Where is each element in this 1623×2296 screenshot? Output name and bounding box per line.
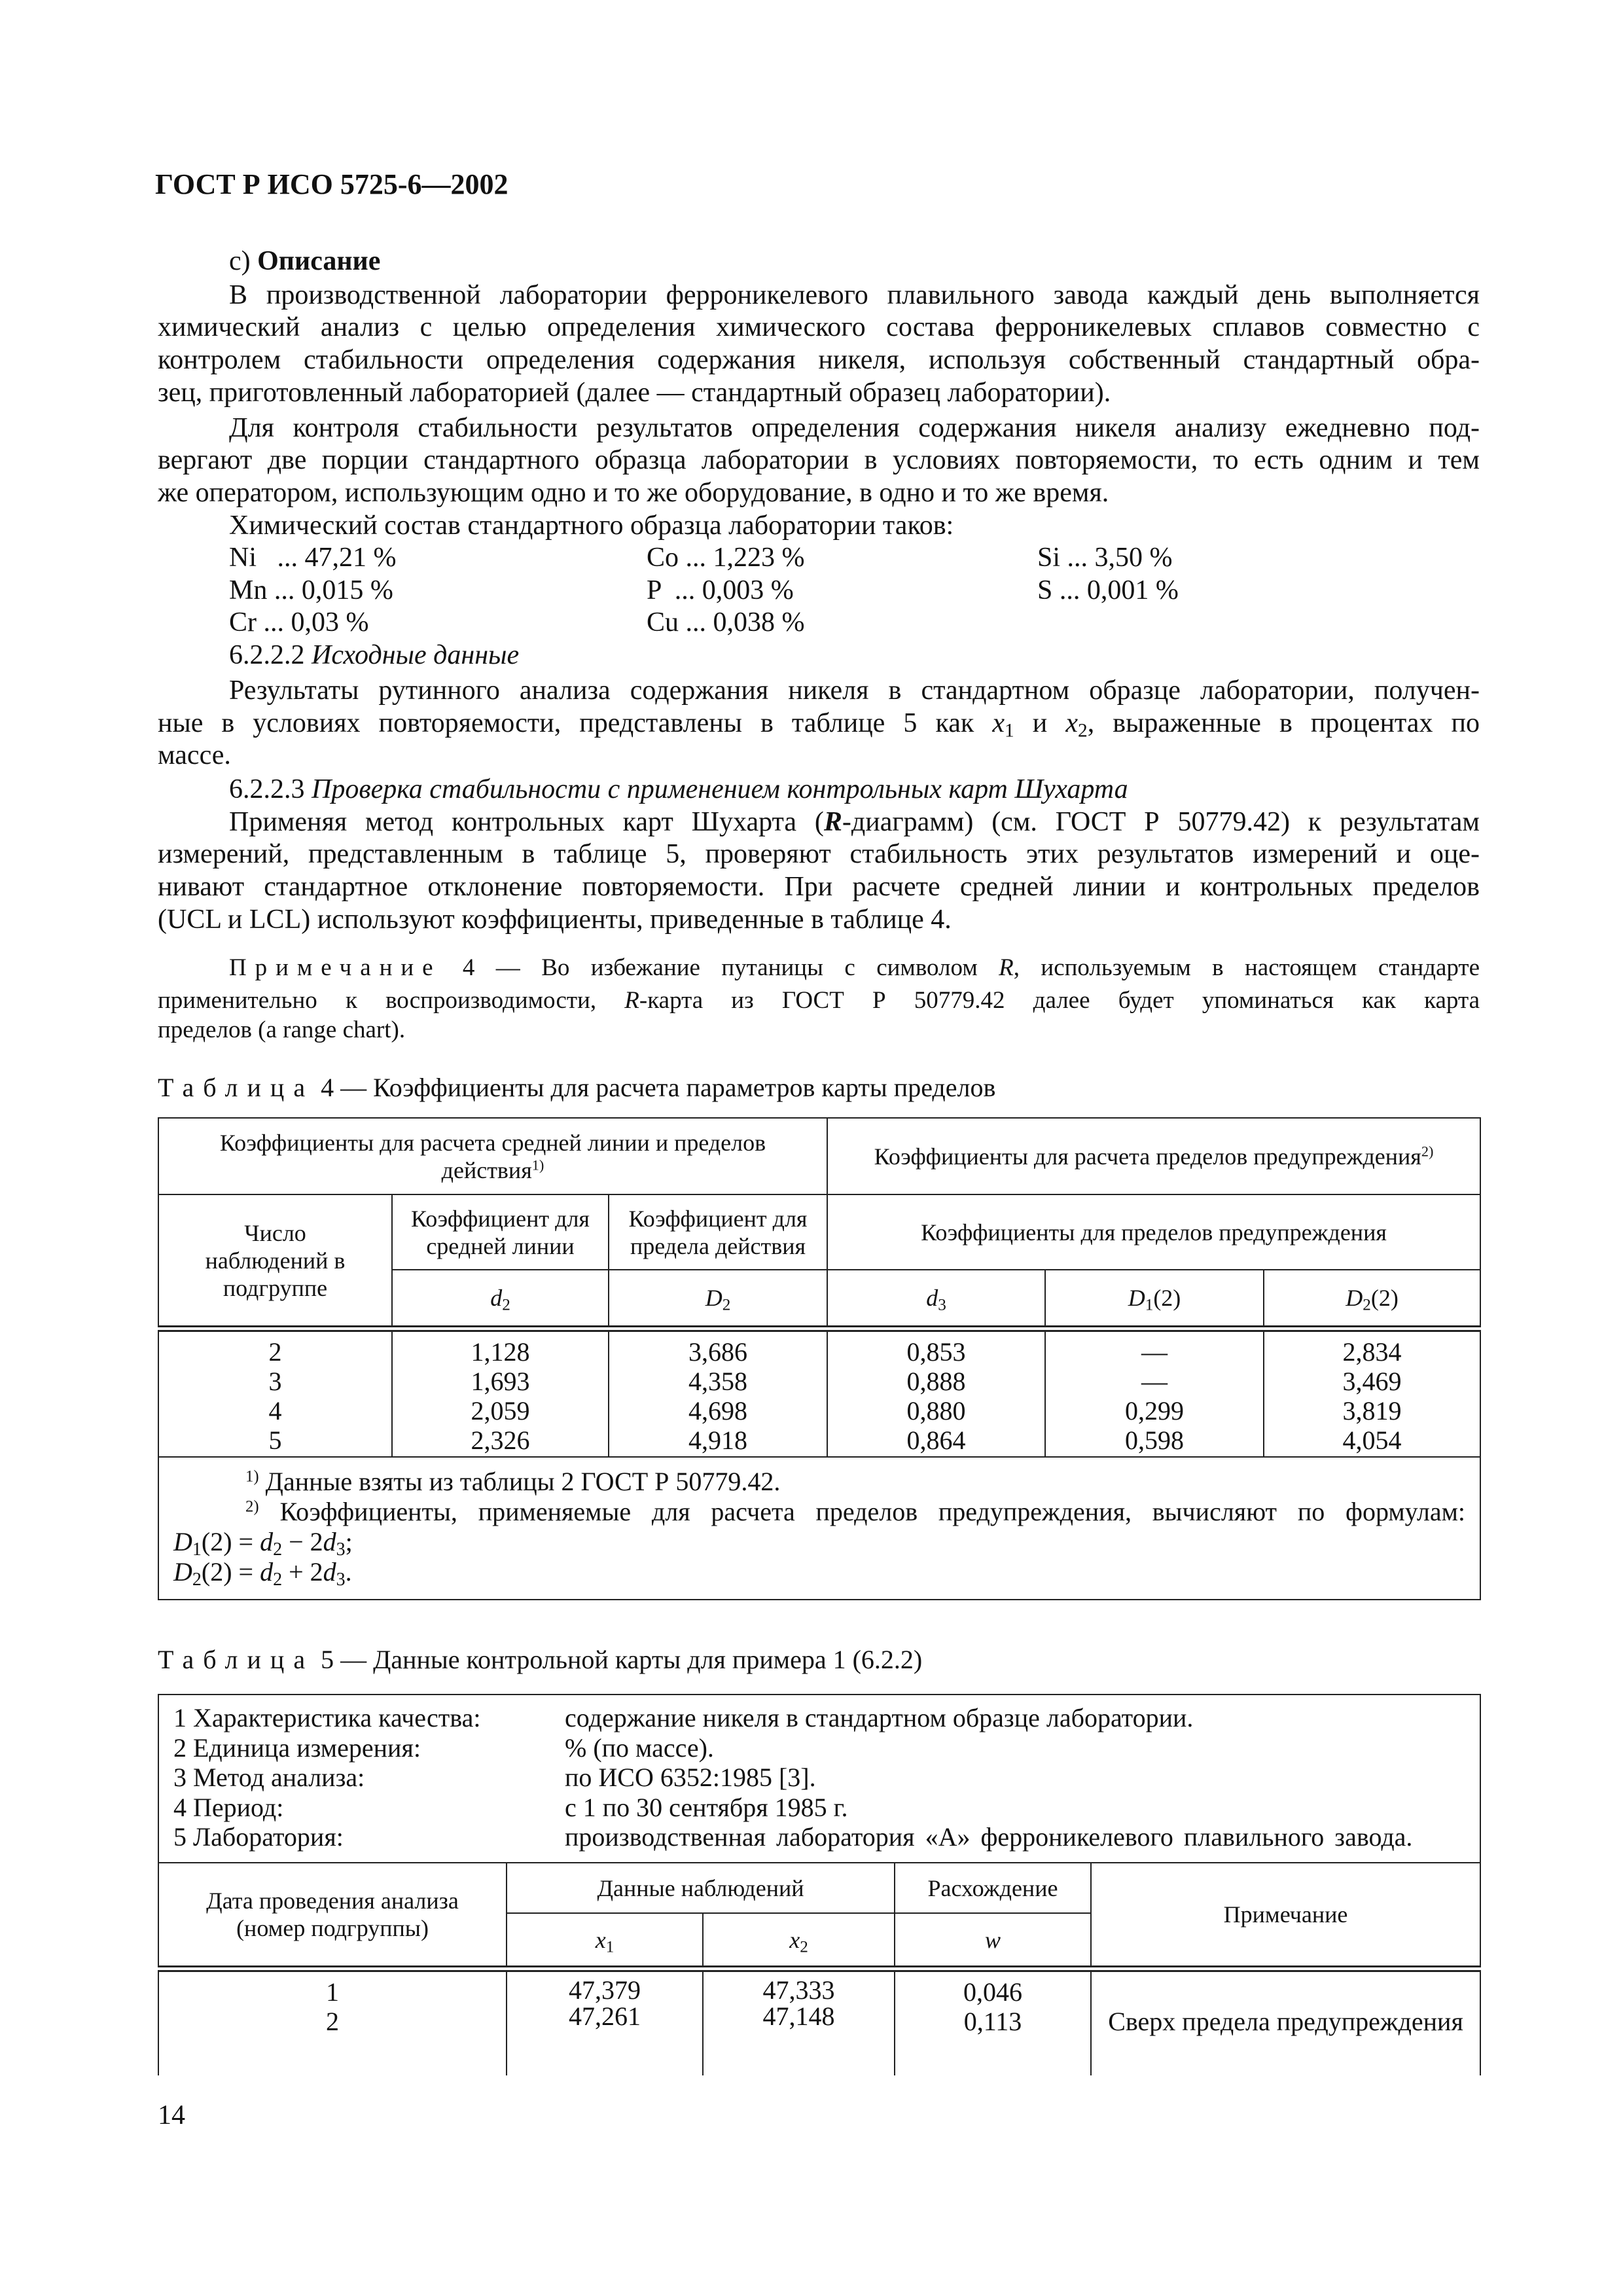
var-x: x xyxy=(992,708,1005,738)
sym: (2) xyxy=(1153,1285,1181,1311)
footnote-text: Коэффициенты, применяемые для расчета пределов предупреждения, вычисляют по формулам: xyxy=(259,1497,1466,1526)
sym: d xyxy=(490,1285,503,1311)
table5-col-obs: Данные наблюдений xyxy=(507,1863,895,1913)
para2-line: вергают две порции стандартного образца лаборатории в условиях повторяемости, то есть одним и тем xyxy=(158,445,1480,475)
text: Применяя метод контрольных карт Шухарта ( xyxy=(229,807,824,837)
composition-p: P ... 0,003 % xyxy=(647,575,794,605)
sym: D xyxy=(1128,1285,1145,1311)
document-header: ГОСТ Р ИСО 5725-6—2002 xyxy=(155,168,508,200)
section-c-heading xyxy=(229,245,1551,278)
header-text: Коэффициенты для расчета пределов предупреждения xyxy=(874,1143,1421,1170)
info-row: 4 Период: с 1 по 30 сентября 1985 г. xyxy=(173,1792,848,1822)
table5-note-values xyxy=(1091,1969,1480,2075)
table5-col-date: Дата проведения анализа (номер подгруппы) xyxy=(158,1863,507,1969)
table5-info xyxy=(158,1695,1480,1863)
footnote-mark: 2) xyxy=(1421,1143,1434,1160)
info-row: 2 Единица измерения: % (по массе). xyxy=(173,1732,714,1763)
table4-d2-values: 1,128 1,693 2,059 2,326 xyxy=(392,1329,609,1457)
sub: 2 xyxy=(722,1296,731,1314)
table4-sym-D2 xyxy=(609,1270,827,1329)
table5 xyxy=(158,1694,1481,2075)
caption-label: Таблица xyxy=(158,1073,315,1102)
footnote-1 xyxy=(173,1467,1465,1497)
para1-line: химический анализ с целью определения химического состава ферроникелевых сплавов совместно с xyxy=(158,312,1480,342)
table4-col-action: Коэффициент для предела действия xyxy=(609,1194,827,1270)
table5-sym-w: w xyxy=(895,1913,1091,1969)
text: и xyxy=(1014,708,1066,738)
para4-line: измерений, представленным в таблице 5, проверяют стабильность этих результатов измерений и оце- xyxy=(158,839,1480,869)
table5-x2-values: 47,333 47,148 xyxy=(703,1969,895,2075)
composition-co: Co ... 1,223 % xyxy=(647,543,805,573)
section-6223-heading xyxy=(229,773,1551,806)
section-title: Проверка стабильности с применением контрольных карт Шухарта xyxy=(312,774,1128,804)
sub: 2 xyxy=(502,1296,510,1314)
info-row: 5 Лаборатория: производственная лаборатория «А» ферроникелевого плавильного завода. xyxy=(173,1822,1413,1852)
para4-line: (UCL и LCL) используют коэффициенты, приведенные в таблице 4. xyxy=(158,905,952,935)
header-text: Коэффициенты для расчета средней линии и пределов действия xyxy=(219,1129,766,1183)
info-row: 3 Метод анализа: по ИСО 6352:1985 [3]. xyxy=(173,1763,816,1792)
text: , выраженные в процентах по xyxy=(1087,708,1480,738)
table4-sym-d3 xyxy=(827,1270,1045,1329)
var-r: R xyxy=(823,807,842,837)
table5-date-values: 1 2 xyxy=(158,1969,507,2075)
para3-line: массе. xyxy=(158,740,231,770)
text: ные в условиях повторяемости, представлены в таблице 5 как xyxy=(158,708,993,738)
composition-intro: Химический состав стандартного образца лаборатории таков: xyxy=(229,511,954,541)
composition-cr: Cr ... 0,03 % xyxy=(229,607,369,637)
table5-sym-x1: $x_1$ xyxy=(507,1913,703,1969)
section-number: 6.2.2.2 xyxy=(229,640,312,670)
para4-line: нивают стандартное отклонение повторяемости. При расчете средней линии и контрольных пределов xyxy=(158,872,1480,902)
table4-d3-values: 0,853 0,888 0,880 0,864 xyxy=(827,1329,1045,1457)
table5-sym-x2: $x_2$ xyxy=(703,1913,895,1969)
subscript: 2 xyxy=(1078,720,1088,742)
sym: d xyxy=(926,1285,938,1311)
var-x: x xyxy=(1065,708,1078,738)
table4-sym-d2 xyxy=(392,1270,609,1329)
table4-footnotes xyxy=(158,1457,1480,1600)
page-number: 14 xyxy=(158,2100,185,2130)
subscript: 1 xyxy=(1005,720,1014,742)
note4-line xyxy=(158,986,1480,1016)
note4-line xyxy=(229,953,1480,983)
table4-data xyxy=(158,1329,1480,1457)
table4-D1-2-values: — — 0,299 0,598 xyxy=(1045,1329,1264,1457)
para3-line xyxy=(158,707,1480,740)
table5-x1-values: 47,379 47,261 xyxy=(507,1969,703,2075)
note4-line: пределов (a range chart). xyxy=(158,1016,406,1043)
table5-data xyxy=(158,1969,1480,2075)
sub: 3 xyxy=(938,1296,946,1314)
sym: D xyxy=(1346,1285,1363,1311)
table5-col-note: Примечание xyxy=(1091,1863,1480,1969)
composition-si: Si ... 3,50 % xyxy=(1037,543,1173,573)
formula-d2: $D_2(2) = d_2 + 2d_3$. xyxy=(173,1557,352,1590)
composition-cu: Cu ... 0,038 % xyxy=(647,607,805,637)
table4-col-mid: Коэффициент для средней линии xyxy=(392,1194,609,1270)
section-c-prefix: с) xyxy=(229,246,258,276)
footnote-2 xyxy=(173,1497,1465,1527)
footnote-mark: 1) xyxy=(245,1467,259,1486)
section-6222-heading xyxy=(229,639,1551,672)
sym: D xyxy=(705,1285,722,1311)
var-r: R xyxy=(999,954,1014,981)
text: -карта из ГОСТ Р 50779.42 далее будет упоминаться как карта xyxy=(639,987,1480,1014)
caption-text: 4 — Коэффициенты для расчета параметров карты пределов xyxy=(314,1073,996,1102)
table4-group1-header xyxy=(158,1118,827,1194)
table5-w-values: 0,046 0,113 xyxy=(895,1969,1091,2075)
section-title: Исходные данные xyxy=(312,640,520,670)
table4-sym-D2-2 xyxy=(1264,1270,1480,1329)
footnote-mark: 1) xyxy=(531,1157,544,1174)
text: , используемым в настоящем стандарте xyxy=(1013,954,1480,981)
table4-col-n-values: 2 3 4 5 xyxy=(158,1329,392,1457)
text: 4 — Во избежание путаницы с символом xyxy=(441,954,999,981)
sym: (2) xyxy=(1370,1285,1399,1311)
table4 xyxy=(158,1117,1481,1600)
para3-line: Результаты рутинного анализа содержания никеля в стандартном образце лаборатории, получен- xyxy=(229,675,1480,706)
caption-text: 5 — Данные контрольной карты для примера 1 (6.2.2) xyxy=(314,1645,923,1674)
table5-col-diff: Расхождение xyxy=(895,1863,1091,1913)
section-number: 6.2.2.3 xyxy=(229,774,312,804)
text: применительно к воспроизводимости, xyxy=(158,987,625,1014)
para1-line: контролем стабильности определения содержания никеля, используя собственный стандартный обра- xyxy=(158,345,1480,375)
note-label: Примечание xyxy=(229,954,442,981)
table4-caption xyxy=(158,1072,995,1103)
sub: 1 xyxy=(1145,1296,1154,1314)
table4-D2-values: 3,686 4,358 4,698 4,918 xyxy=(609,1329,827,1457)
text: -диаграмм) (см. ГОСТ Р 50779.42) к результатам xyxy=(842,807,1480,837)
table4-col-warn: Коэффициенты для пределов предупреждения xyxy=(827,1194,1480,1270)
var-r: R xyxy=(624,987,639,1014)
table4-sym-D1-2 xyxy=(1045,1270,1264,1329)
info-row: 1 Характеристика качества: содержание никеля в стандартном образце лаборатории. xyxy=(173,1703,1194,1732)
warning-note: Сверх предела предупреждения xyxy=(1108,2007,1463,2036)
caption-label: Таблица xyxy=(158,1645,315,1674)
table5-caption xyxy=(158,1644,922,1676)
table4-col-n: Число наблюдений в подгруппе xyxy=(158,1194,392,1329)
table4-D2-2-values: 2,834 3,469 3,819 4,054 xyxy=(1264,1329,1480,1457)
para1-line: В производственной лаборатории ферроникелевого плавильного завода каждый день выполняется xyxy=(229,280,1480,310)
para2-line: же оператором, использующим одно и то же оборудование, в одно и то же время. xyxy=(158,478,1109,508)
footnote-mark: 2) xyxy=(245,1498,259,1516)
sub: 2 xyxy=(1363,1296,1371,1314)
section-c-title: Описание xyxy=(257,246,381,276)
composition-ni: Ni ... 47,21 % xyxy=(229,543,397,573)
para1-line: зец, приготовленный лабораторией (далее — стандартный образец лаборатории). xyxy=(158,378,1111,408)
table4-group2-header xyxy=(827,1118,1480,1194)
para2-line: Для контроля стабильности результатов определения содержания никеля анализу ежедневно под- xyxy=(229,413,1480,443)
formula-d1: $D_1(2) = d_2 - 2d_3$; xyxy=(173,1527,353,1560)
composition-mn: Mn ... 0,015 % xyxy=(229,575,393,605)
para4-line xyxy=(229,806,1480,838)
footnote-text: Данные взяты из таблицы 2 ГОСТ Р 50779.42. xyxy=(259,1467,781,1496)
composition-s: S ... 0,001 % xyxy=(1037,575,1179,605)
